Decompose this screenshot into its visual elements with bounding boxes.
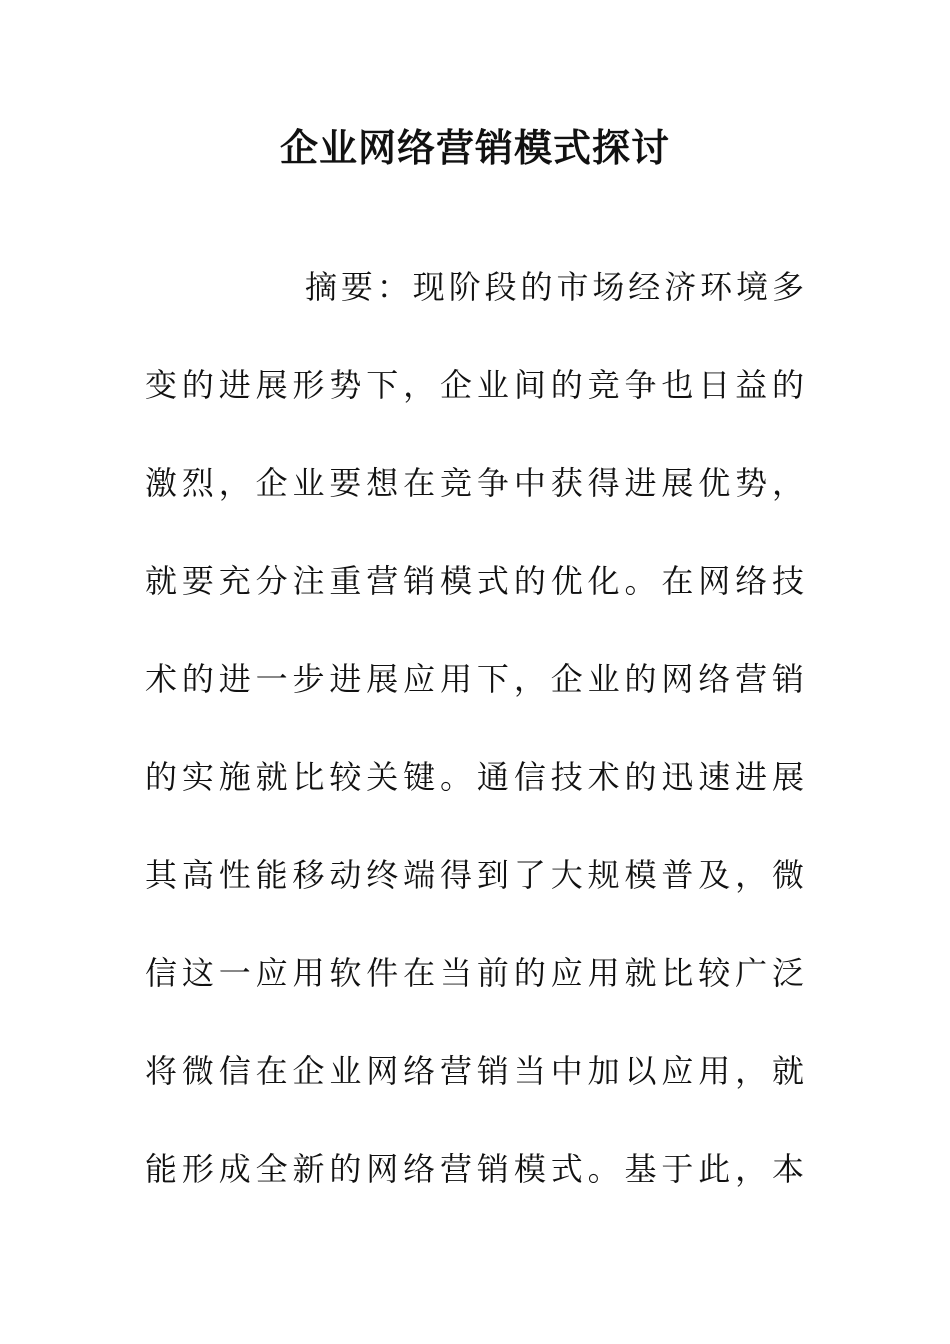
paragraph-line: 就要充分注重营销模式的优化。在网络技	[145, 562, 805, 600]
paragraph-line: 能形成全新的网络营销模式。基于此，本	[145, 1150, 805, 1188]
paragraph-line: 摘要：现阶段的市场经济环境多	[305, 268, 805, 306]
paragraph-line: 信这一应用软件在当前的应用就比较广泛	[145, 954, 805, 992]
paragraph-line: 术的进一步进展应用下，企业的网络营销	[145, 660, 805, 698]
abstract-paragraph	[145, 255, 805, 1235]
document-title: 企业网络营销模式探讨	[279, 125, 670, 170]
paragraph-line: 变的进展形势下，企业间的竞争也日益的	[145, 366, 805, 404]
paragraph-line: 其高性能移动终端得到了大规模普及，微	[145, 856, 805, 894]
paragraph-line: 的实施就比较关键。通信技术的迅速进展	[145, 758, 805, 796]
paragraph-line: 激烈，企业要想在竞争中获得进展优势，	[145, 464, 805, 502]
paragraph-line: 将微信在企业网络营销当中加以应用，就	[145, 1052, 805, 1090]
